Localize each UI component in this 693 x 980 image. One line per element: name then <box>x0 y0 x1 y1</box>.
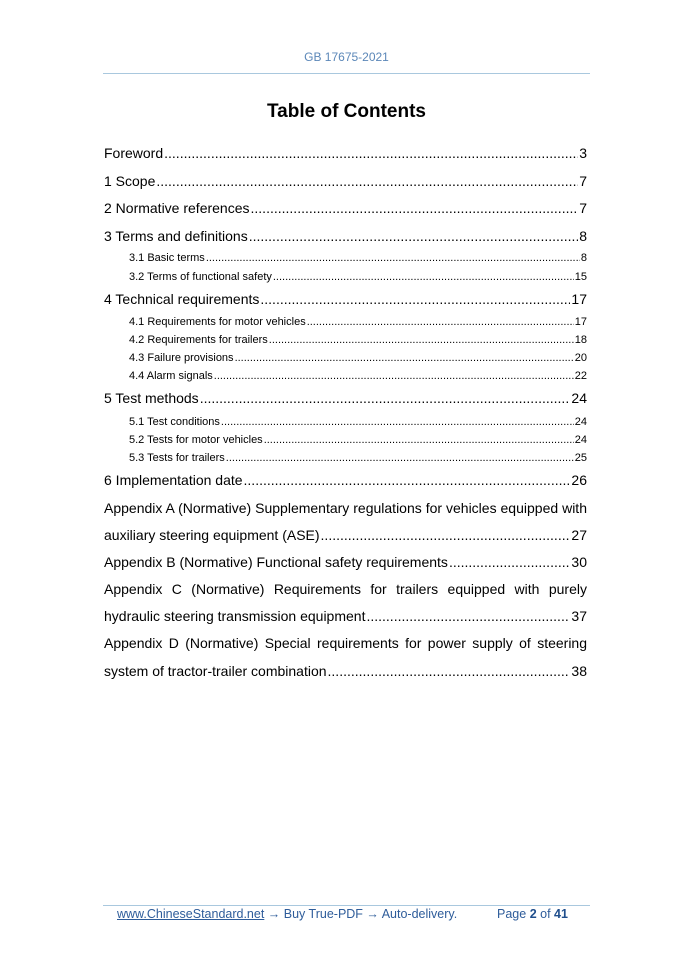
toc-entry-page: 8 <box>579 228 587 244</box>
current-page: 2 <box>529 907 537 921</box>
dot-leader <box>269 334 574 346</box>
toc-entry-title: 3 Terms and definitions <box>104 228 248 244</box>
toc-entry[interactable] <box>104 200 587 216</box>
dot-leader <box>307 316 574 328</box>
dot-leader <box>273 271 574 283</box>
toc-entry[interactable] <box>104 554 587 570</box>
toc-entry-page: 30 <box>571 554 587 570</box>
dot-leader <box>264 434 574 446</box>
dot-leader <box>244 472 571 488</box>
dot-leader <box>164 145 578 161</box>
toc-entry-title: hydraulic steering transmission equipment <box>104 608 366 624</box>
toc-entry[interactable] <box>129 416 587 428</box>
toc-entry[interactable] <box>129 352 587 364</box>
toc-entry[interactable] <box>129 334 587 346</box>
toc-entry-page: 7 <box>579 173 587 189</box>
toc-entry-page: 18 <box>574 334 587 346</box>
toc-entry-title: 2 Normative references <box>104 200 250 216</box>
dot-leader <box>251 200 579 216</box>
website-link[interactable]: www.ChineseStandard.net <box>117 907 265 921</box>
toc-entry[interactable] <box>104 472 587 488</box>
dot-leader <box>200 390 571 406</box>
dot-leader <box>260 291 570 307</box>
toc-entry-title: 4.1 Requirements for motor vehicles <box>129 316 306 328</box>
toc-entry-title: 5.2 Tests for motor vehicles <box>129 434 263 446</box>
toc-entry-page: 27 <box>571 527 587 543</box>
toc-entry-page: 17 <box>571 291 587 307</box>
toc-entry[interactable] <box>129 370 587 382</box>
dot-leader <box>221 416 574 428</box>
page-label: Page <box>497 907 527 921</box>
footer-divider <box>103 905 590 906</box>
appendix-title-line[interactable]: Appendix A (Normative) Supplementary regulations for vehicles equipped with <box>104 500 587 516</box>
appendix-title-line[interactable]: Appendix C (Normative) Requirements for trailers equipped with purely <box>104 581 587 597</box>
toc-entry-title: Foreword <box>104 145 164 161</box>
toc-entry-page: 17 <box>574 316 587 328</box>
total-pages: 41 <box>554 907 568 921</box>
footer-text <box>117 907 457 921</box>
of-label: of <box>540 907 551 921</box>
toc-entry[interactable] <box>104 173 587 189</box>
toc-entry-title: system of tractor-trailer combination <box>104 663 327 679</box>
table-of-contents <box>104 0 587 980</box>
toc-entry-page: 24 <box>571 390 587 406</box>
header-doc-id: GB 17675-2021 <box>304 50 389 64</box>
dot-leader <box>226 452 574 464</box>
dot-leader <box>156 173 578 189</box>
toc-entry-page: 38 <box>571 663 587 679</box>
dot-leader <box>328 663 571 679</box>
toc-entry-page: 8 <box>580 252 587 264</box>
toc-entry-title: 1 Scope <box>104 173 156 189</box>
toc-entry-page: 24 <box>574 434 587 446</box>
toc-entry-title: 6 Implementation date <box>104 472 243 488</box>
toc-entry-title: 4.3 Failure provisions <box>129 352 234 364</box>
toc-entry[interactable] <box>104 608 587 624</box>
footer-promo: → Buy True-PDF → Auto-delivery. <box>264 907 458 921</box>
toc-entry-page: 26 <box>571 472 587 488</box>
toc-entry-page: 22 <box>574 370 587 382</box>
dot-leader <box>214 370 574 382</box>
dot-leader <box>206 252 580 264</box>
toc-entry[interactable] <box>129 452 587 464</box>
dot-leader <box>366 608 570 624</box>
page-number <box>497 907 568 921</box>
toc-entry-title: 5.1 Test conditions <box>129 416 220 428</box>
toc-entry-title: Appendix B (Normative) Functional safety requirements <box>104 554 448 570</box>
toc-entry-title: 4.2 Requirements for trailers <box>129 334 268 346</box>
toc-entry-page: 7 <box>579 200 587 216</box>
toc-entry[interactable] <box>104 390 587 406</box>
toc-entry[interactable] <box>104 145 587 161</box>
appendix-title-line[interactable]: Appendix D (Normative) Special requirements for power supply of steering <box>104 635 587 651</box>
toc-entry-title: 5.3 Tests for trailers <box>129 452 225 464</box>
page-title: Table of Contents <box>266 101 427 122</box>
toc-entry-page: 24 <box>574 416 587 428</box>
toc-entry-page: 15 <box>574 271 587 283</box>
toc-entry[interactable] <box>129 252 587 264</box>
toc-entry-title: auxiliary steering equipment (ASE) <box>104 527 320 543</box>
toc-entry[interactable] <box>104 228 587 244</box>
dot-leader <box>449 554 570 570</box>
toc-entry[interactable] <box>129 271 587 283</box>
toc-entry-title: 5 Test methods <box>104 390 199 406</box>
toc-entry-title: 3.2 Terms of functional safety <box>129 271 272 283</box>
toc-entry-page: 25 <box>574 452 587 464</box>
toc-entry-page: 3 <box>579 145 587 161</box>
toc-entry[interactable] <box>104 663 587 679</box>
toc-entry-title: 3.1 Basic terms <box>129 252 205 264</box>
toc-entry[interactable] <box>129 434 587 446</box>
dot-leader <box>235 352 574 364</box>
dot-leader <box>249 228 578 244</box>
toc-entry-page: 20 <box>574 352 587 364</box>
toc-entry-title: 4.4 Alarm signals <box>129 370 213 382</box>
dot-leader <box>321 527 571 543</box>
toc-entry-page: 37 <box>571 608 587 624</box>
toc-entry[interactable] <box>129 316 587 328</box>
toc-entry[interactable] <box>104 291 587 307</box>
toc-entry-title: 4 Technical requirements <box>104 291 260 307</box>
toc-entry[interactable] <box>104 527 587 543</box>
